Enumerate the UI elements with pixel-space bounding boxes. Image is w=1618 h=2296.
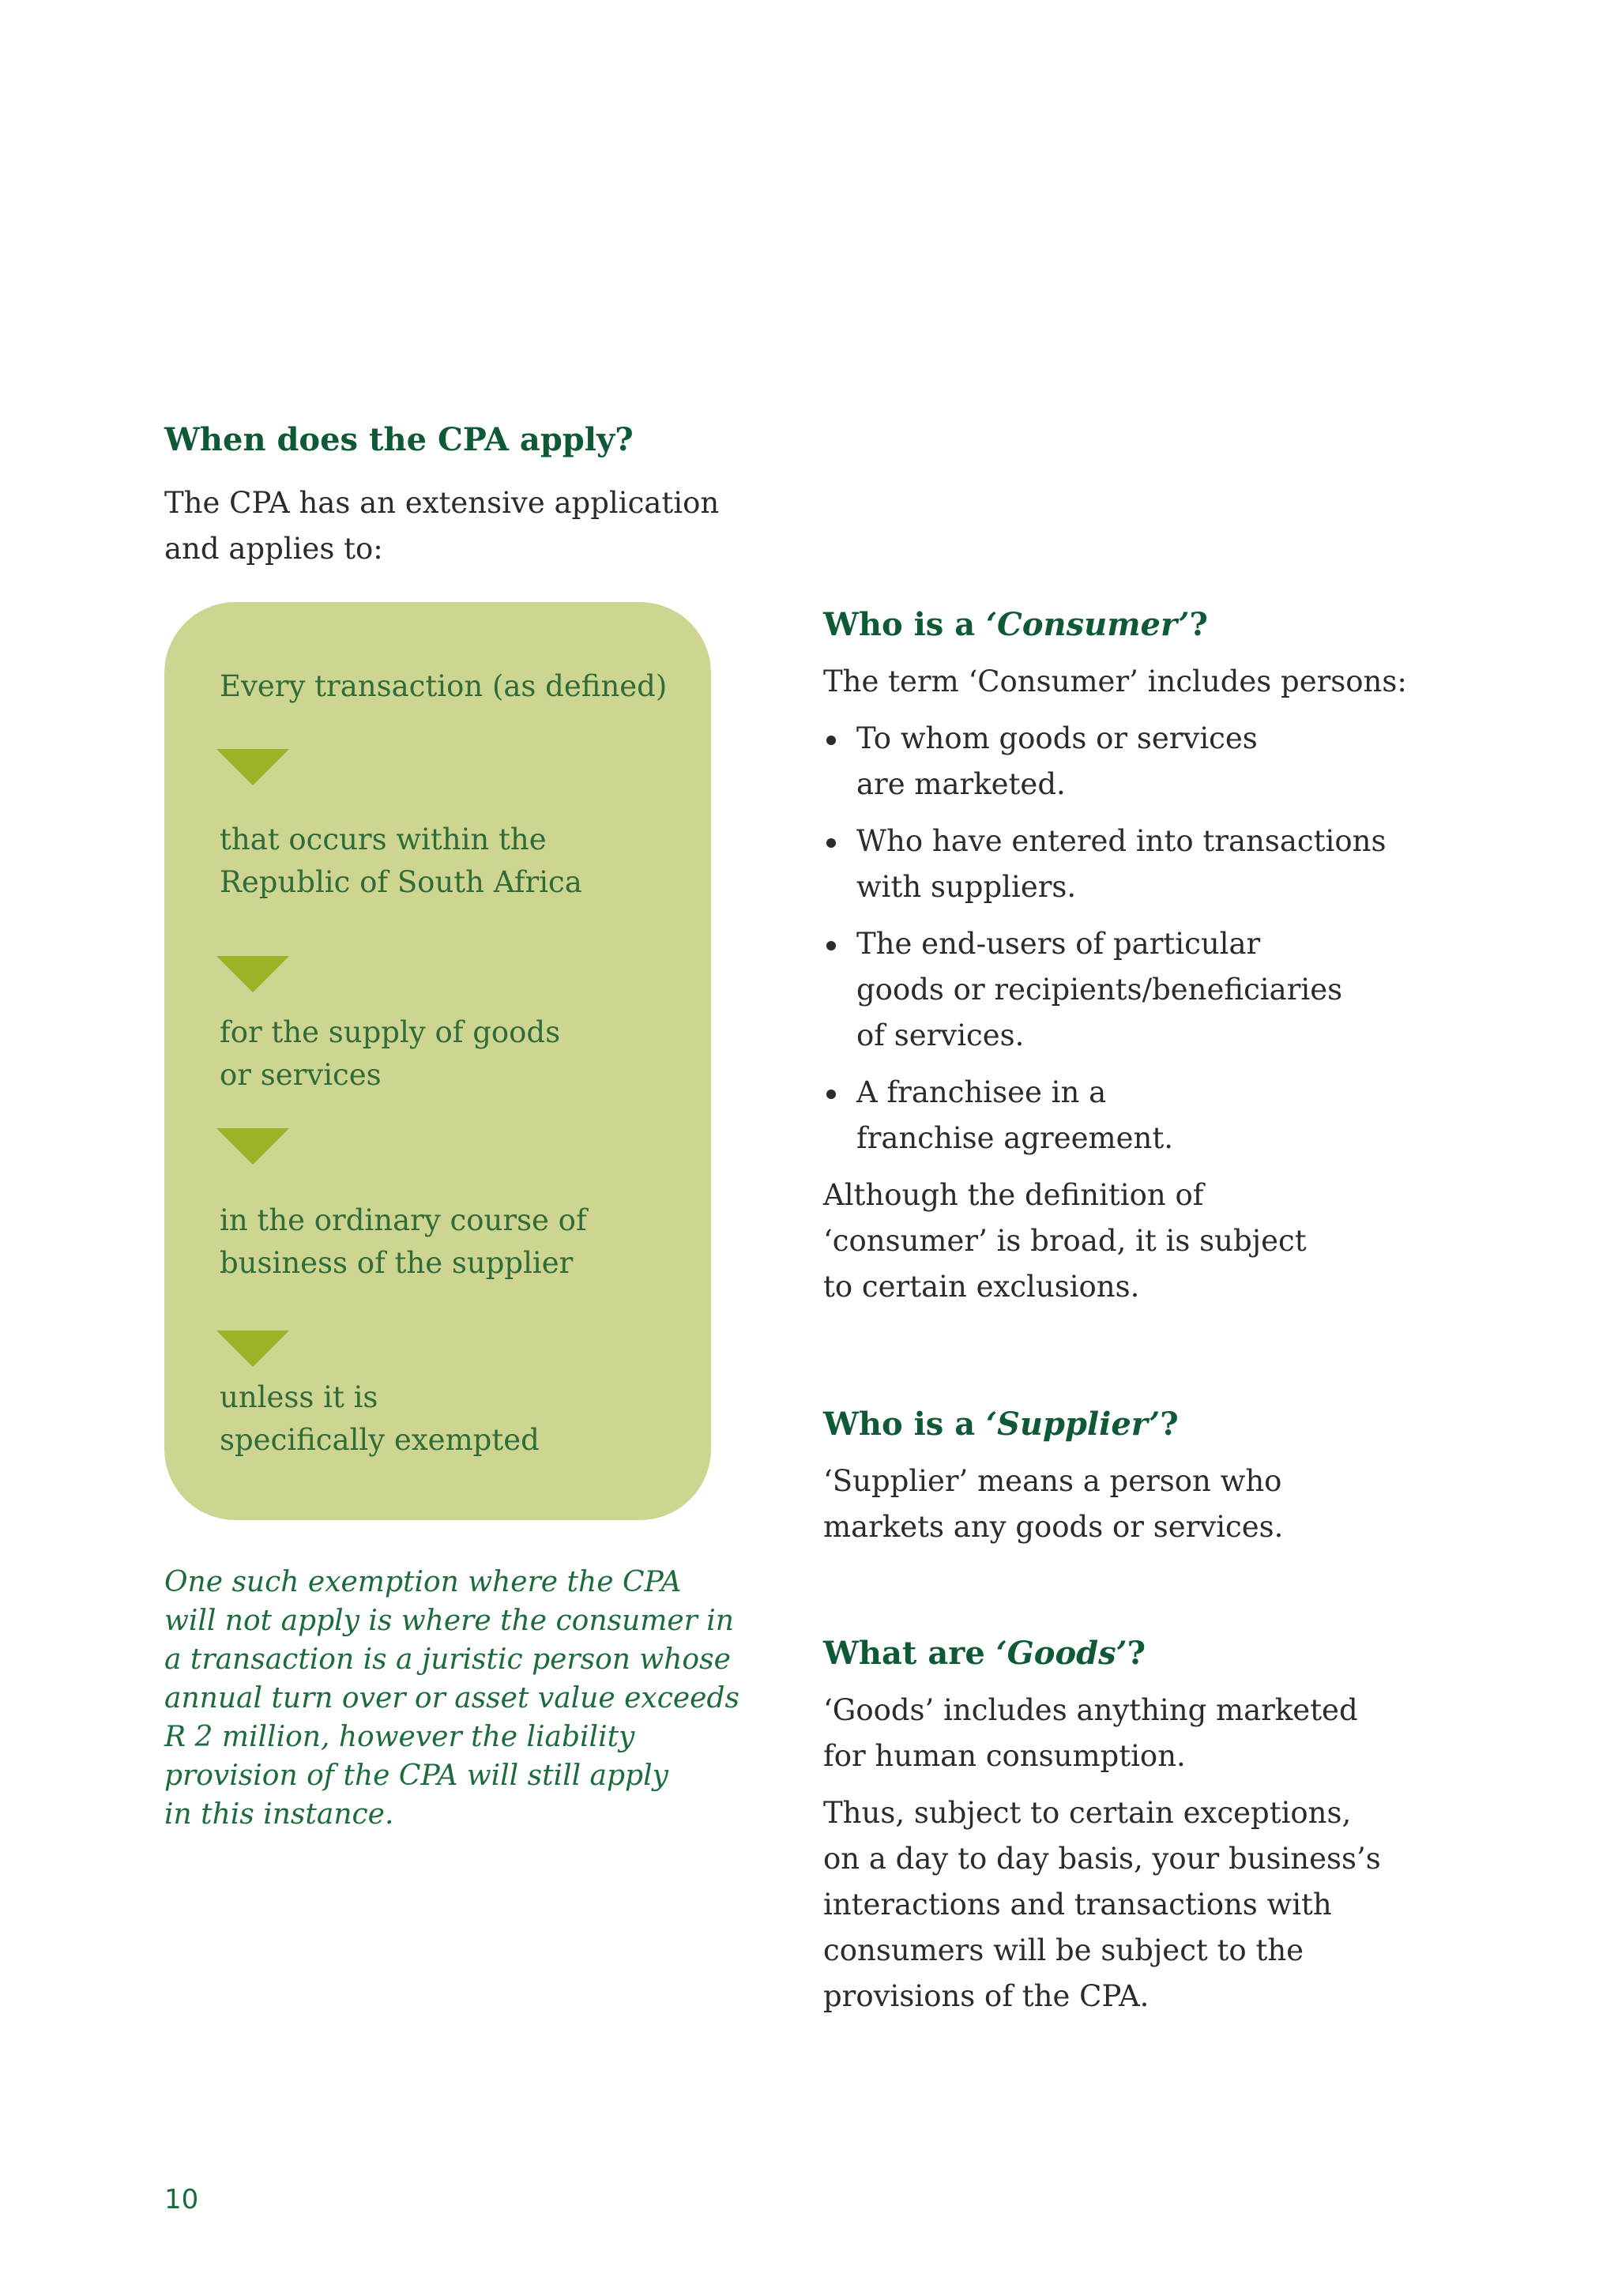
goods-heading <box>823 1634 1146 1673</box>
closing-line: ‘consumer’ is broad, it is subject <box>823 1224 1307 1258</box>
flow-arrow-icon <box>216 749 289 785</box>
list-item <box>823 716 1582 807</box>
note-line: a transaction is a juristic person whose <box>164 1643 731 1676</box>
consumer-heading <box>823 605 1208 645</box>
goods-summary-line: Thus, subject to certain exceptions, <box>823 1796 1352 1830</box>
flow-step-line: that occurs within the <box>220 822 547 856</box>
goods-heading-term: ‘Goods’ <box>995 1635 1127 1672</box>
flow-arrow-icon <box>216 956 289 992</box>
flow-step-business <box>220 1199 587 1285</box>
note-line: in this instance. <box>164 1798 394 1831</box>
supplier-heading-term: ‘Supplier’ <box>986 1406 1161 1443</box>
goods-line: for human consumption. <box>823 1739 1186 1773</box>
supplier-heading <box>823 1405 1179 1444</box>
goods-line: ‘Goods’ includes anything marketed <box>823 1693 1358 1727</box>
goods-summary-line: consumers will be subject to the <box>823 1933 1304 1967</box>
flow-step-location <box>220 819 582 904</box>
flow-step-line: business of the supplier <box>220 1246 574 1280</box>
bullet-line: To whom goods or services <box>856 721 1258 755</box>
consumer-closing <box>823 1172 1582 1310</box>
flow-step-line: specifically exempted <box>220 1423 540 1457</box>
list-item <box>823 921 1582 1059</box>
goods-summary <box>823 1790 1381 2019</box>
note-line: will not apply is where the consumer in <box>164 1605 734 1637</box>
bullet-line: with suppliers. <box>856 870 1077 904</box>
bullet-line: A franchisee in a <box>856 1075 1107 1109</box>
consumer-intro: The term ‘Consumer’ includes persons: <box>823 664 1407 698</box>
cpa-apply-intro <box>164 480 719 572</box>
flow-step-line: Every transaction (as defined) <box>220 669 668 703</box>
goods-section-body <box>823 1688 1381 2019</box>
supplier-line: markets any goods or services. <box>823 1510 1284 1544</box>
flow-step-line: for the supply of goods <box>220 1015 561 1049</box>
flow-arrow-icon <box>216 1128 289 1165</box>
flow-step-exemption <box>220 1376 540 1462</box>
note-line: provision of the CPA will still apply <box>164 1760 668 1792</box>
supplier-line: ‘Supplier’ means a person who <box>823 1464 1282 1498</box>
consumer-heading-prefix: Who is a <box>823 606 987 643</box>
bullet-line: are marketed. <box>856 767 1066 801</box>
goods-heading-suffix: ? <box>1127 1635 1146 1672</box>
exemption-note <box>164 1563 739 1834</box>
supplier-heading-prefix: Who is a <box>823 1406 987 1443</box>
intro-line: and applies to: <box>164 532 383 566</box>
flow-step-line: Republic of South Africa <box>220 865 582 899</box>
flow-step-line: unless it is <box>220 1380 378 1414</box>
note-line: R 2 million, however the liability <box>164 1721 635 1753</box>
bullet-line: franchise agreement. <box>856 1121 1173 1155</box>
goods-heading-prefix: What are <box>823 1635 996 1672</box>
closing-line: to certain exclusions. <box>823 1270 1140 1304</box>
flow-arrow-icon <box>216 1331 289 1367</box>
note-line: One such exemption where the CPA <box>164 1566 682 1598</box>
list-item <box>823 1070 1582 1161</box>
bullet-line: The end-users of particular <box>856 927 1261 961</box>
flow-step-transaction <box>220 665 667 708</box>
consumer-heading-suffix: ? <box>1189 606 1208 643</box>
goods-summary-line: interactions and transactions with <box>823 1888 1332 1921</box>
goods-summary-line: provisions of the CPA. <box>823 1979 1150 2013</box>
flow-step-supply <box>220 1011 560 1097</box>
consumer-bullet-list <box>823 716 1582 1161</box>
bullet-line: Who have entered into transactions <box>856 824 1387 858</box>
consumer-heading-term: ‘Consumer’ <box>986 606 1190 643</box>
supplier-heading-suffix: ? <box>1160 1406 1179 1443</box>
consumer-section-body <box>823 659 1582 1310</box>
list-item <box>823 819 1582 910</box>
flow-step-line: in the ordinary course of <box>220 1203 587 1237</box>
note-line: annual turn over or asset value exceeds <box>164 1682 739 1714</box>
closing-line: Although the definition of <box>823 1178 1204 1212</box>
bullet-line: of services. <box>856 1018 1025 1052</box>
bullet-line: goods or recipients/beneficiaries <box>856 973 1343 1007</box>
goods-summary-line: on a day to day basis, your business’s <box>823 1842 1381 1876</box>
intro-line: The CPA has an extensive application <box>164 486 720 520</box>
page-number: 10 <box>164 2184 199 2215</box>
supplier-body <box>823 1459 1283 1550</box>
goods-definition <box>823 1688 1381 1779</box>
cpa-apply-heading: When does the CPA apply? <box>164 421 634 458</box>
flow-step-line: or services <box>220 1058 382 1092</box>
